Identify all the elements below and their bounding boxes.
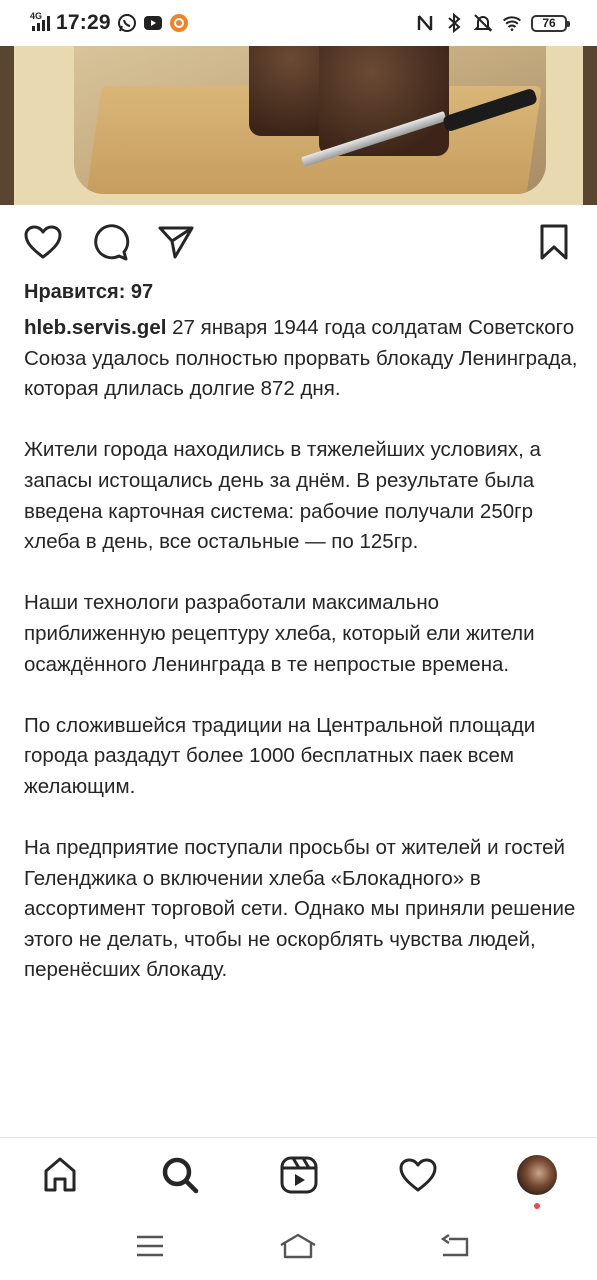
comment-icon[interactable] <box>86 218 134 266</box>
save-icon[interactable] <box>530 218 578 266</box>
caption-text: 27 января 1944 года солдатам Советского Союза удалось полностью прорвать блокаду Ленинграда, которая длилась долгие 872 дня. <box>24 316 578 401</box>
share-icon[interactable] <box>152 218 200 266</box>
image-frame <box>14 46 583 205</box>
nfc-icon <box>415 13 435 33</box>
username-link[interactable]: hleb.servis.gel <box>24 316 167 339</box>
clock: 17:29 <box>56 11 111 34</box>
wifi-icon <box>502 13 522 33</box>
home-icon[interactable] <box>35 1150 85 1200</box>
app-badge-icon <box>169 13 189 33</box>
notification-dot <box>534 1203 540 1209</box>
activity-heart-icon[interactable] <box>393 1150 443 1200</box>
post-image[interactable] <box>0 46 597 205</box>
bluetooth-icon <box>444 13 464 33</box>
like-icon[interactable] <box>19 218 67 266</box>
reels-icon[interactable] <box>274 1150 324 1200</box>
network-type: 4G <box>30 10 43 21</box>
post-actions <box>0 218 597 270</box>
avatar <box>517 1155 557 1195</box>
battery-indicator: 76 <box>531 15 567 32</box>
bread-photo <box>74 46 546 194</box>
likes-count[interactable]: Нравится: 97 <box>24 281 154 303</box>
whatsapp-icon <box>117 13 137 33</box>
caption-paragraph: На предприятие поступали просьбы от жителей и гостей Геленджика о включении хлеба «Блокадного» в ассортимент торговой сети. Однако мы приняли решение этого не делать, чтобы не оскорблять чувства людей, перенёсших блокаду. <box>24 836 576 982</box>
system-navigation <box>0 1213 597 1280</box>
search-icon[interactable] <box>155 1150 205 1200</box>
caption-paragraph <box>24 313 580 405</box>
mute-icon <box>473 13 493 33</box>
status-bar <box>0 0 597 46</box>
menu-icon[interactable] <box>130 1229 170 1263</box>
youtube-icon <box>143 13 163 33</box>
profile-avatar[interactable] <box>512 1150 562 1200</box>
home-icon[interactable] <box>278 1229 318 1263</box>
caption-paragraph: По сложившейся традиции на Центральной площади города раздадут более 1000 бесплатных паек всем желающим. <box>24 713 536 798</box>
bottom-navigation <box>0 1137 597 1214</box>
back-icon[interactable] <box>435 1229 475 1263</box>
caption-paragraph: Наши технологи разработали максимально приближенную рецептуру хлеба, который ели жители осаждённого Ленинграда в те непростые времена. <box>24 591 535 676</box>
caption-paragraph: Жители города находились в тяжелейших условиях, а запасы истощались день за днём. В результате была введена карточная система: рабочие получали 250гр хлеба в день, все остальные — по 125гр. <box>24 438 541 554</box>
post-caption <box>24 313 580 1017</box>
